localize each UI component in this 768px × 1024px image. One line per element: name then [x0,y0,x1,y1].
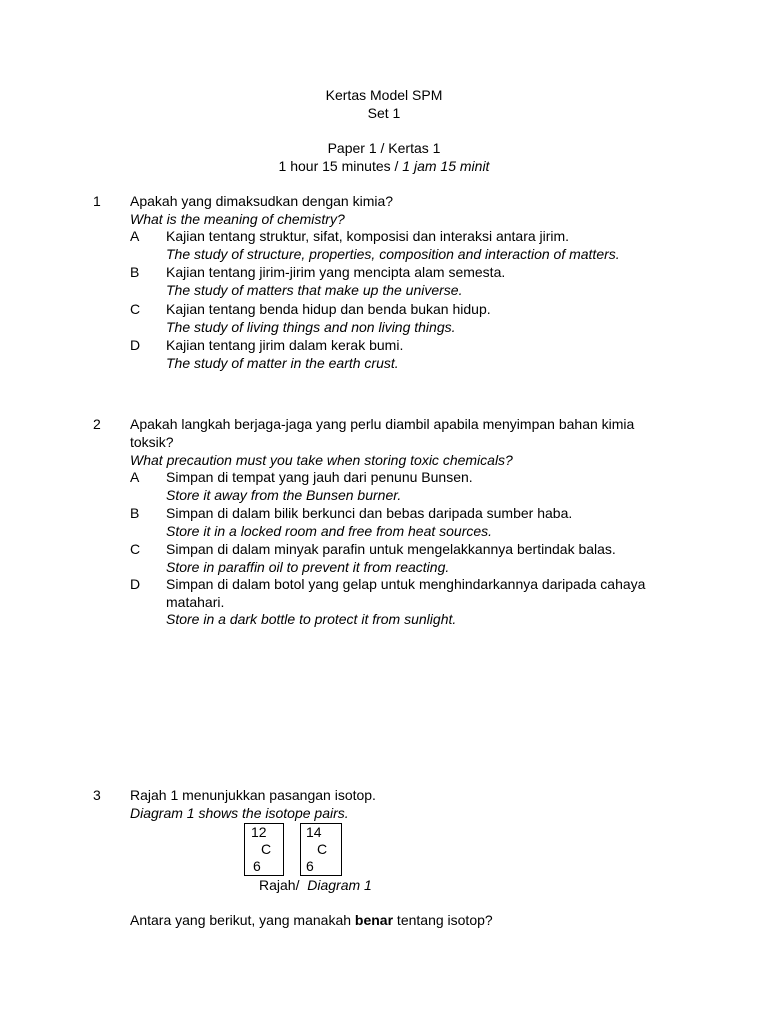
isotope-mass-number: 14 [306,824,322,840]
question-stem-translation: What precaution must you take when storing toxic chemicals? [130,452,513,468]
option-text: Kajian tentang jirim-jirim yang mencipta alam semesta. [166,264,506,280]
duration-en: 1 hour 15 minutes / [278,158,403,174]
isotope-atomic-number: 6 [253,858,261,874]
question-stem-translation: Diagram 1 shows the isotope pairs. [130,805,349,821]
isotope-atomic-number: 6 [306,858,314,874]
prompt-start: Antara yang berikut, yang manakah [130,912,355,928]
option-text: Kajian tentang struktur, sifat, komposisi dan interaksi antara jirim. [166,228,570,244]
option-translation: Store it in a locked room and free from heat sources. [166,523,493,539]
isotope-symbol: C [317,841,328,857]
option-translation: Store it away from the Bunsen burner. [166,487,402,503]
prompt-end: tentang isotop? [393,912,493,928]
question-number: 1 [93,193,101,209]
paper-set: Set 1 [367,105,401,121]
duration-ms: 1 jam 15 minit [402,158,490,174]
option-translation: Store in paraffin oil to prevent it from reacting. [166,559,450,575]
question-stem: Rajah 1 menunjukkan pasangan isotop. [130,787,376,803]
isotope-mass-number: 12 [251,824,267,840]
diagram-caption [259,877,372,895]
isotope-box [244,823,284,876]
option-translation: The study of matters that make up the universe. [166,282,463,298]
option-translation: Store in a dark bottle to protect it from sunlight. [166,611,457,627]
option-text: Kajian tentang jirim dalam kerak bumi. [166,337,404,353]
paper-duration [0,158,768,176]
option-text-continued: matahari. [166,594,225,610]
option-letter: C [130,301,141,317]
isotope-box [300,823,342,876]
paper-title: Kertas Model SPM [325,87,443,103]
option-letter: B [130,264,140,280]
prompt-emphasis: benar [354,912,394,928]
option-letter: D [130,576,141,592]
option-letter: A [130,469,140,485]
option-letter: A [130,228,140,244]
caption-en: Diagram 1 [307,877,372,893]
option-text: Simpan di dalam bilik berkunci dan bebas daripada sumber haba. [166,505,573,521]
question-prompt [130,912,493,930]
question-stem-translation: What is the meaning of chemistry? [130,211,345,227]
option-text: Kajian tentang benda hidup dan benda bukan hidup. [166,301,491,317]
question-number: 3 [93,787,101,803]
isotope-symbol: C [261,841,272,857]
option-translation: The study of structure, properties, composition and interaction of matters. [166,246,620,262]
option-text: Simpan di tempat yang jauh dari penunu Bunsen. [166,469,473,485]
question-stem: Apakah yang dimaksudkan dengan kimia? [130,193,394,209]
question-stem: Apakah langkah berjaga-jaga yang perlu diambil apabila menyimpan bahan kimia [130,416,635,432]
option-letter: D [130,337,141,353]
question-number: 2 [93,416,101,432]
option-translation: The study of matter in the earth crust. [166,355,399,371]
paper-number: Paper 1 / Kertas 1 [327,140,441,156]
option-letter: C [130,541,141,557]
option-letter: B [130,505,140,521]
option-text: Simpan di dalam botol yang gelap untuk menghindarkannya daripada cahaya [166,576,646,592]
option-text: Simpan di dalam minyak parafin untuk mengelakkannya bertindak balas. [166,541,616,557]
option-translation: The study of living things and non living things. [166,319,456,335]
question-stem-continued: toksik? [130,434,174,450]
caption-ms: Rajah/ [259,877,300,893]
